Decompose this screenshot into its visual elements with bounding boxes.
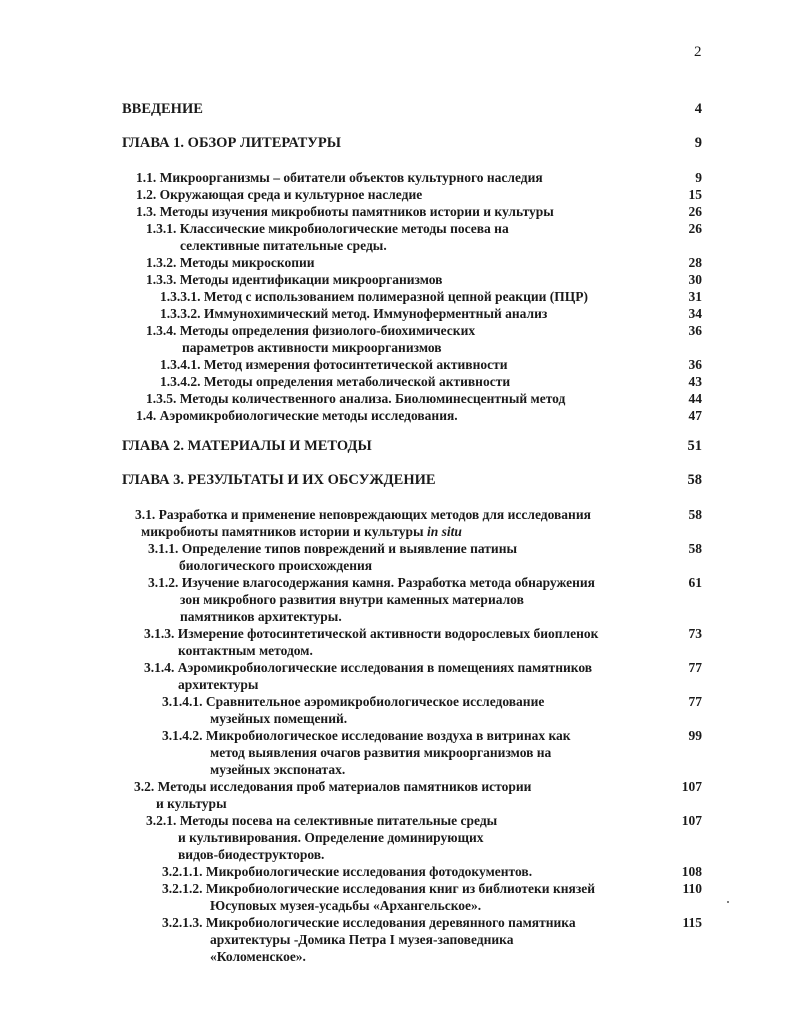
toc-entry-line: 1.3. Методы изучения микробиоты памятников истории и культуры (136, 204, 554, 219)
toc-page-number: 77 (688, 694, 702, 709)
toc-entry-title (136, 169, 543, 186)
toc-page-number: 4 (694, 101, 702, 117)
toc-page-number: 34 (688, 306, 702, 321)
toc-entry-line: ГЛАВА 3. РЕЗУЛЬТАТЫ И ИХ ОБСУЖДЕНИЕ (122, 472, 436, 488)
toc-page-number: 61 (688, 575, 702, 590)
toc-entry-line: метод выявления очагов развития микроорганизмов на (210, 745, 552, 760)
toc-entry-line: архитектуры (178, 677, 259, 692)
toc-entry-line: 3.1. Разработка и применение неповреждающих методов для исследования (135, 507, 591, 522)
toc-entry-title (122, 438, 372, 455)
toc-entry-line: селективные питательные среды. (180, 238, 387, 253)
toc-entry-title (160, 305, 547, 322)
toc-entry-line: биологического происхождения (179, 558, 373, 573)
toc-entry-line: ВВЕДЕНИЕ (122, 101, 203, 117)
toc-entry-title (122, 101, 203, 118)
toc-page-number: 73 (688, 626, 702, 641)
toc-entry-title (144, 659, 592, 693)
toc-entry-line: музейных помещений. (210, 711, 348, 726)
toc-entry-line: «Коломенское». (210, 949, 306, 964)
toc-page-number: 26 (688, 204, 702, 219)
toc-entry-title (162, 727, 571, 778)
toc-entry-line: микробиоты памятников истории и культуры in situ (141, 524, 462, 539)
toc-entry-line: 1.3.2. Методы микроскопии (146, 255, 315, 270)
toc-page-number: 99 (688, 728, 702, 743)
toc-entry-line: 1.3.3. Методы идентификации микроорганизмов (146, 272, 443, 287)
toc-entry-title (146, 390, 565, 407)
toc-entry-line: 1.3.3.1. Метод с использованием полимеразной цепной реакции (ПЦР) (160, 289, 589, 304)
toc-entry-title (135, 506, 591, 540)
toc-entry-line: архитектуры -Домика Петра I музея-заповедника (210, 932, 514, 947)
toc-entry-line: памятников архитектуры. (180, 609, 342, 624)
toc-page-number: 44 (688, 391, 702, 406)
toc-entry-title (160, 373, 510, 390)
toc-page-number: 30 (688, 272, 702, 287)
toc-entry-line: 3.2.1.3. Микробиологические исследования деревянного памятника (162, 915, 576, 930)
toc-entry-line: 1.2. Окружающая среда и культурное наследие (136, 187, 423, 202)
toc-page-number: 15 (688, 187, 702, 202)
toc-entry-line: ГЛАВА 2. МАТЕРИАЛЫ И МЕТОДЫ (122, 438, 372, 454)
toc-entry-line: ГЛАВА 1. ОБЗОР ЛИТЕРАТУРЫ (122, 135, 341, 151)
toc-page-number: 110 (682, 881, 702, 896)
toc-page-number: 108 (681, 864, 702, 879)
toc-page-number: 36 (688, 357, 702, 372)
toc-entry-line: параметров активности микроорганизмов (182, 340, 442, 355)
toc-entry-title (122, 472, 436, 489)
toc-entry-title (136, 203, 554, 220)
toc-entry-line: 1.1. Микроорганизмы – обитатели объектов культурного наследия (136, 170, 543, 185)
toc-entry-title (136, 186, 422, 203)
toc-entry-line: видов-биодеструкторов. (178, 847, 325, 862)
toc-entry-title (146, 322, 475, 356)
toc-page-number: 58 (688, 507, 702, 522)
toc-entry-line: и культивирования. Определение доминирующих (178, 830, 484, 845)
toc-page-number: 31 (688, 289, 702, 304)
toc-entry-line: 3.1.4.2. Микробиологическое исследование воздуха в витринах как (162, 728, 571, 743)
toc-entry-line: 3.1.4. Аэромикробиологические исследования в помещениях памятников (144, 660, 593, 675)
toc-entry-line: 1.3.1. Классические микробиологические методы посева на (146, 221, 509, 236)
toc-entry-line: 3.2.1.2. Микробиологические исследования книг из библиотеки князей (162, 881, 596, 896)
toc-page-number: 43 (688, 374, 702, 389)
toc-entry-title (162, 914, 576, 965)
toc-entry-line: 3.2. Методы исследования проб материалов памятников истории (134, 779, 532, 794)
toc-entry-line: 3.2.1. Методы посева на селективные питательные среды (146, 813, 498, 828)
toc-entry-title (146, 220, 509, 254)
toc-page-number: 28 (688, 255, 702, 270)
toc-page-number: 58 (688, 541, 702, 556)
toc-entry-title (134, 778, 531, 812)
toc-page-number: 107 (681, 813, 702, 828)
toc-entry-line: 3.1.3. Измерение фотосинтетической активности водорослевых биопленок (144, 626, 599, 641)
toc-entry-title (146, 254, 315, 271)
toc-entry-title (136, 407, 458, 424)
toc-entry-line: контактным методом. (178, 643, 313, 658)
toc-entry-line: 3.1.4.1. Сравнительное аэромикробиологическое исследование (162, 694, 545, 709)
toc-entry-title (162, 863, 532, 880)
toc-page-number: 9 (694, 135, 702, 151)
toc-entry-title (162, 880, 595, 914)
toc-page-number: 51 (687, 438, 702, 454)
toc-entry-line: зон микробного развития внутри каменных материалов (180, 592, 524, 607)
toc-page-number: 47 (688, 408, 702, 423)
toc-page-number: 9 (695, 170, 702, 185)
toc-entry-title (160, 356, 508, 373)
page-number: 2 (694, 44, 702, 60)
toc-entry-title (160, 288, 588, 305)
toc-entry-title (148, 574, 595, 625)
toc-entry-title (146, 271, 442, 288)
toc-page-number: 26 (688, 221, 702, 236)
toc-page-number: 58 (687, 472, 702, 488)
toc-entry-line: 1.3.3.2. Иммунохимический метод. Иммуноферментный анализ (160, 306, 548, 321)
toc-entry-title (148, 540, 517, 574)
toc-entry-title (162, 693, 544, 727)
toc-entry-line: 1.3.4. Методы определения физиолого-биохимических (146, 323, 476, 338)
toc-entry-line: и культуры (156, 796, 227, 811)
toc-page-number: 77 (688, 660, 702, 675)
toc-entry-line: 1.4. Аэромикробиологические методы исследования. (136, 408, 458, 423)
toc-entry-line: 1.3.4.2. Методы определения метаболической активности (160, 374, 511, 389)
toc-entry-line: музейных экспонатах. (210, 762, 346, 777)
toc-entry-line: 1.3.4.1. Метод измерения фотосинтетической активности (160, 357, 508, 372)
toc-entry-title (146, 812, 497, 863)
toc-page-number: 36 (688, 323, 702, 338)
toc-entry-line: 3.1.2. Изучение влагосодержания камня. Разработка метода обнаружения (148, 575, 595, 590)
toc-page-number: 107 (681, 779, 702, 794)
toc-entry-line: 3.1.1. Определение типов повреждений и выявление патины (148, 541, 518, 556)
scan-speck (727, 901, 729, 903)
toc-page-number: 115 (682, 915, 702, 930)
toc-entry-title (122, 135, 341, 152)
toc-entry-line: 3.2.1.1. Микробиологические исследования фотодокументов. (162, 864, 533, 879)
toc-entry-line: 1.3.5. Методы количественного анализа. Биолюминесцентный метод (146, 391, 566, 406)
toc-entry-title (144, 625, 598, 659)
toc-entry-line: Юсуповых музея-усадьбы «Архангельское». (210, 898, 482, 913)
